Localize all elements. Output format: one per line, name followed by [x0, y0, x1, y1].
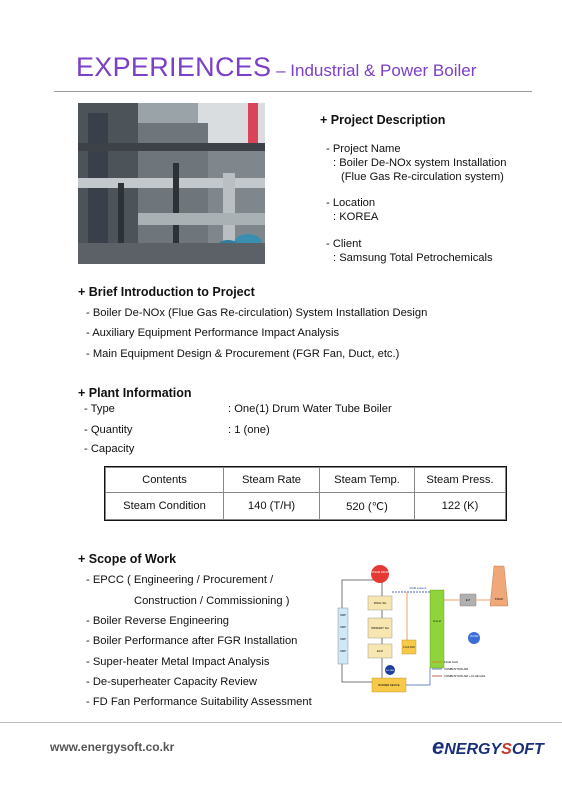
type-label: - Type: [84, 403, 115, 415]
project-name-value-2: (Flue Gas Re-circulation system): [341, 171, 504, 183]
capacity-label: - Capacity: [84, 443, 135, 455]
table-header-row: [106, 468, 506, 493]
table-header-cell: Steam Rate: [224, 468, 320, 493]
plant-photo-illustration: [78, 103, 265, 264]
logo-e: e: [432, 734, 445, 759]
burner-label: BURNER DEVICE: [378, 684, 400, 687]
table-header-cell: Steam Press.: [415, 468, 506, 493]
primary-sh-label: PRIMARY SH: [371, 626, 389, 630]
table-row: [106, 493, 506, 520]
steam-condition-table: [105, 467, 506, 520]
fgr-process-diagram: [332, 562, 518, 710]
logo-oft: OFT: [511, 741, 544, 758]
title-sub: – Industrial & Power Boiler: [271, 61, 477, 80]
wall-tube-label: SWP: [340, 626, 346, 629]
brief-intro-heading: + Brief Introduction to Project: [78, 285, 255, 299]
legend-mix: COMBUSTION AIR + FLUE GAS: [444, 674, 486, 678]
location-label: - Location: [326, 197, 376, 209]
scope-item: - De-superheater Capacity Review: [86, 676, 257, 688]
idf-fan: [468, 632, 480, 644]
gah-box: [430, 590, 444, 668]
location-value: : KOREA: [333, 211, 379, 223]
gah-label: G.A.H: [433, 619, 441, 623]
quantity-value: : 1 (one): [228, 424, 270, 436]
wall-tubes: [338, 608, 348, 664]
quantity-label: - Quantity: [84, 424, 133, 436]
footer-url: www.energysoft.co.kr: [50, 740, 175, 754]
intro-item: - Boiler De-NOx (Flue Gas Re-circulation) System Installation Design: [86, 307, 428, 319]
client-label: - Client: [326, 238, 362, 250]
scope-item: - FD Fan Performance Suitability Assessment: [86, 696, 312, 708]
plant-photo: [78, 103, 265, 264]
table-cell: 122 (K): [415, 493, 506, 520]
fgr-system-label: FGR system: [409, 586, 427, 590]
intro-item: - Main Equipment Design & Procurement (FGR Fan, Duct, etc.): [86, 348, 400, 360]
table-cell: 520 (℃): [320, 493, 415, 520]
idf-label: I.D FAN: [469, 635, 479, 638]
energysoft-logo: [432, 734, 544, 760]
scope-item: - Boiler Performance after FGR Installation: [86, 635, 298, 647]
wall-tube-label: SWP: [340, 614, 346, 617]
page-title: [76, 52, 476, 83]
scope-item: - Boiler Reverse Engineering: [86, 615, 230, 627]
scope-heading: + Scope of Work: [78, 552, 177, 566]
table-cell: Steam Condition: [106, 493, 224, 520]
fdf-label: F.D FAN: [385, 670, 395, 672]
steam-drum: [371, 565, 389, 583]
legend-flue-gas: FLUE GAS: [444, 660, 458, 664]
scope-item: - EPCC ( Engineering / Procurement /: [86, 574, 274, 586]
eco-label: ECO: [376, 649, 384, 653]
type-value: : One(1) Drum Water Tube Boiler: [228, 403, 392, 415]
fgr-fan-label: F.G.R FAN: [403, 646, 415, 649]
title-main: EXPERIENCES: [76, 52, 272, 82]
footer-divider: [0, 722, 562, 723]
scope-item: Construction / Commissioning ): [134, 595, 290, 607]
steam-drum-label: STEAM DRUM: [371, 571, 389, 574]
table-header-cell: Steam Temp.: [320, 468, 415, 493]
table-cell: 140 (T/H): [224, 493, 320, 520]
header-divider: [54, 91, 532, 92]
wall-tube-label: SWP: [340, 638, 346, 641]
logo-s: S: [501, 741, 512, 758]
stack-label: STACK: [494, 598, 504, 601]
project-name-label: - Project Name: [326, 143, 401, 155]
project-name-value-1: : Boiler De-NOx system Installation: [333, 157, 507, 169]
legend-comb-air: COMBUSTION AIR: [444, 667, 469, 671]
logo-nergy: NERGY: [444, 741, 502, 758]
client-value: : Samsung Total Petrochemicals: [333, 252, 493, 264]
ep-label: E.P: [465, 598, 471, 602]
project-description-heading: + Project Description: [320, 113, 446, 127]
wall-tube-label: SWP: [340, 650, 346, 653]
table-header-cell: Contents: [106, 468, 224, 493]
scope-item: - Super-heater Metal Impact Analysis: [86, 656, 270, 668]
intro-item: - Auxiliary Equipment Performance Impact Analysis: [86, 327, 340, 339]
plant-info-heading: + Plant Information: [78, 386, 192, 400]
final-sh-label: FINAL SH: [373, 601, 387, 605]
